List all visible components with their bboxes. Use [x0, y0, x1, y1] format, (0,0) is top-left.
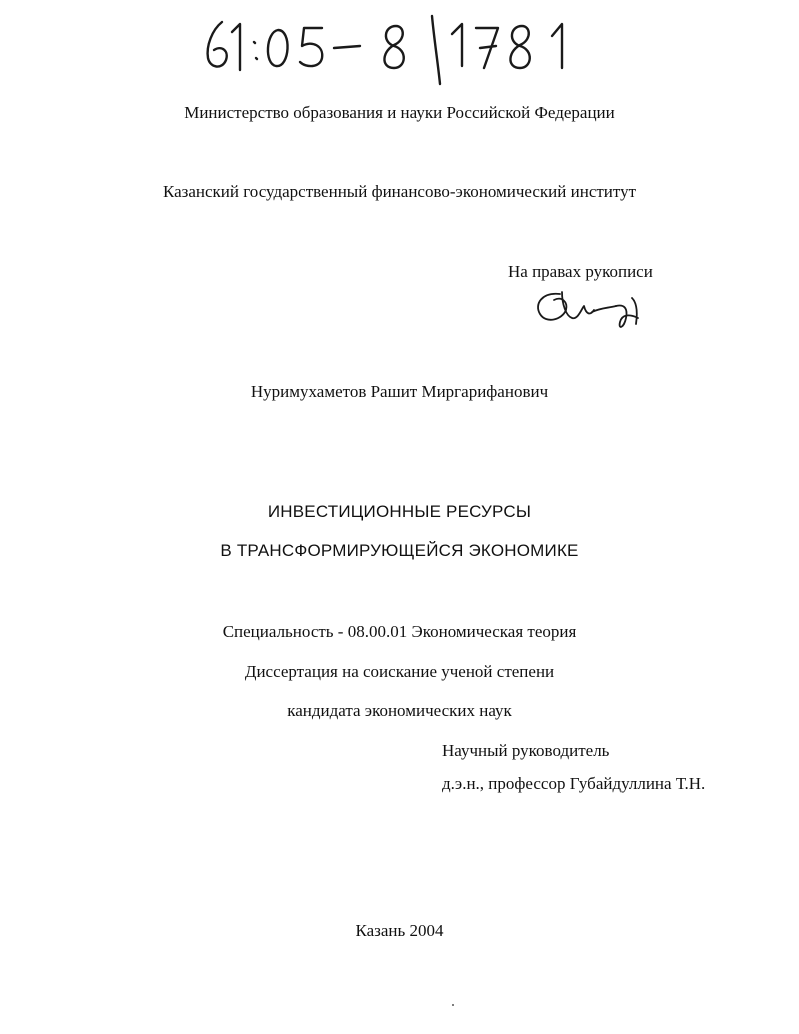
supervisor-label: Научный руководитель — [442, 741, 610, 760]
degree-line-1: Диссертация на соискание ученой степени — [244, 662, 555, 681]
ministry-name: Министерство образования и науки Российской Федерации — [184, 103, 615, 122]
author-name: Нуримухаметов Рашит Миргарифанович — [250, 382, 549, 401]
specialty: Специальность - 08.00.01 Экономическая теория — [222, 622, 577, 641]
title-line-2: В ТРАНСФОРМИРУЮЩЕЙСЯ ЭКОНОМИКЕ — [220, 541, 579, 560]
degree-line-2: кандидата экономических наук — [287, 701, 512, 720]
manuscript-rights-label: На правах рукописи — [508, 262, 653, 281]
institute-name: Казанский государственный финансово-экономический институт — [162, 182, 637, 201]
handwritten-signature — [532, 284, 652, 334]
scan-speck — [452, 1004, 454, 1006]
title-line-1: ИНВЕСТИЦИОННЫЕ РЕСУРСЫ — [267, 502, 532, 521]
handwritten-archive-code — [200, 8, 600, 88]
supervisor-name: д.э.н., профессор Губайдуллина Т.Н. — [442, 774, 706, 793]
city-year: Казань 2004 — [355, 921, 444, 940]
